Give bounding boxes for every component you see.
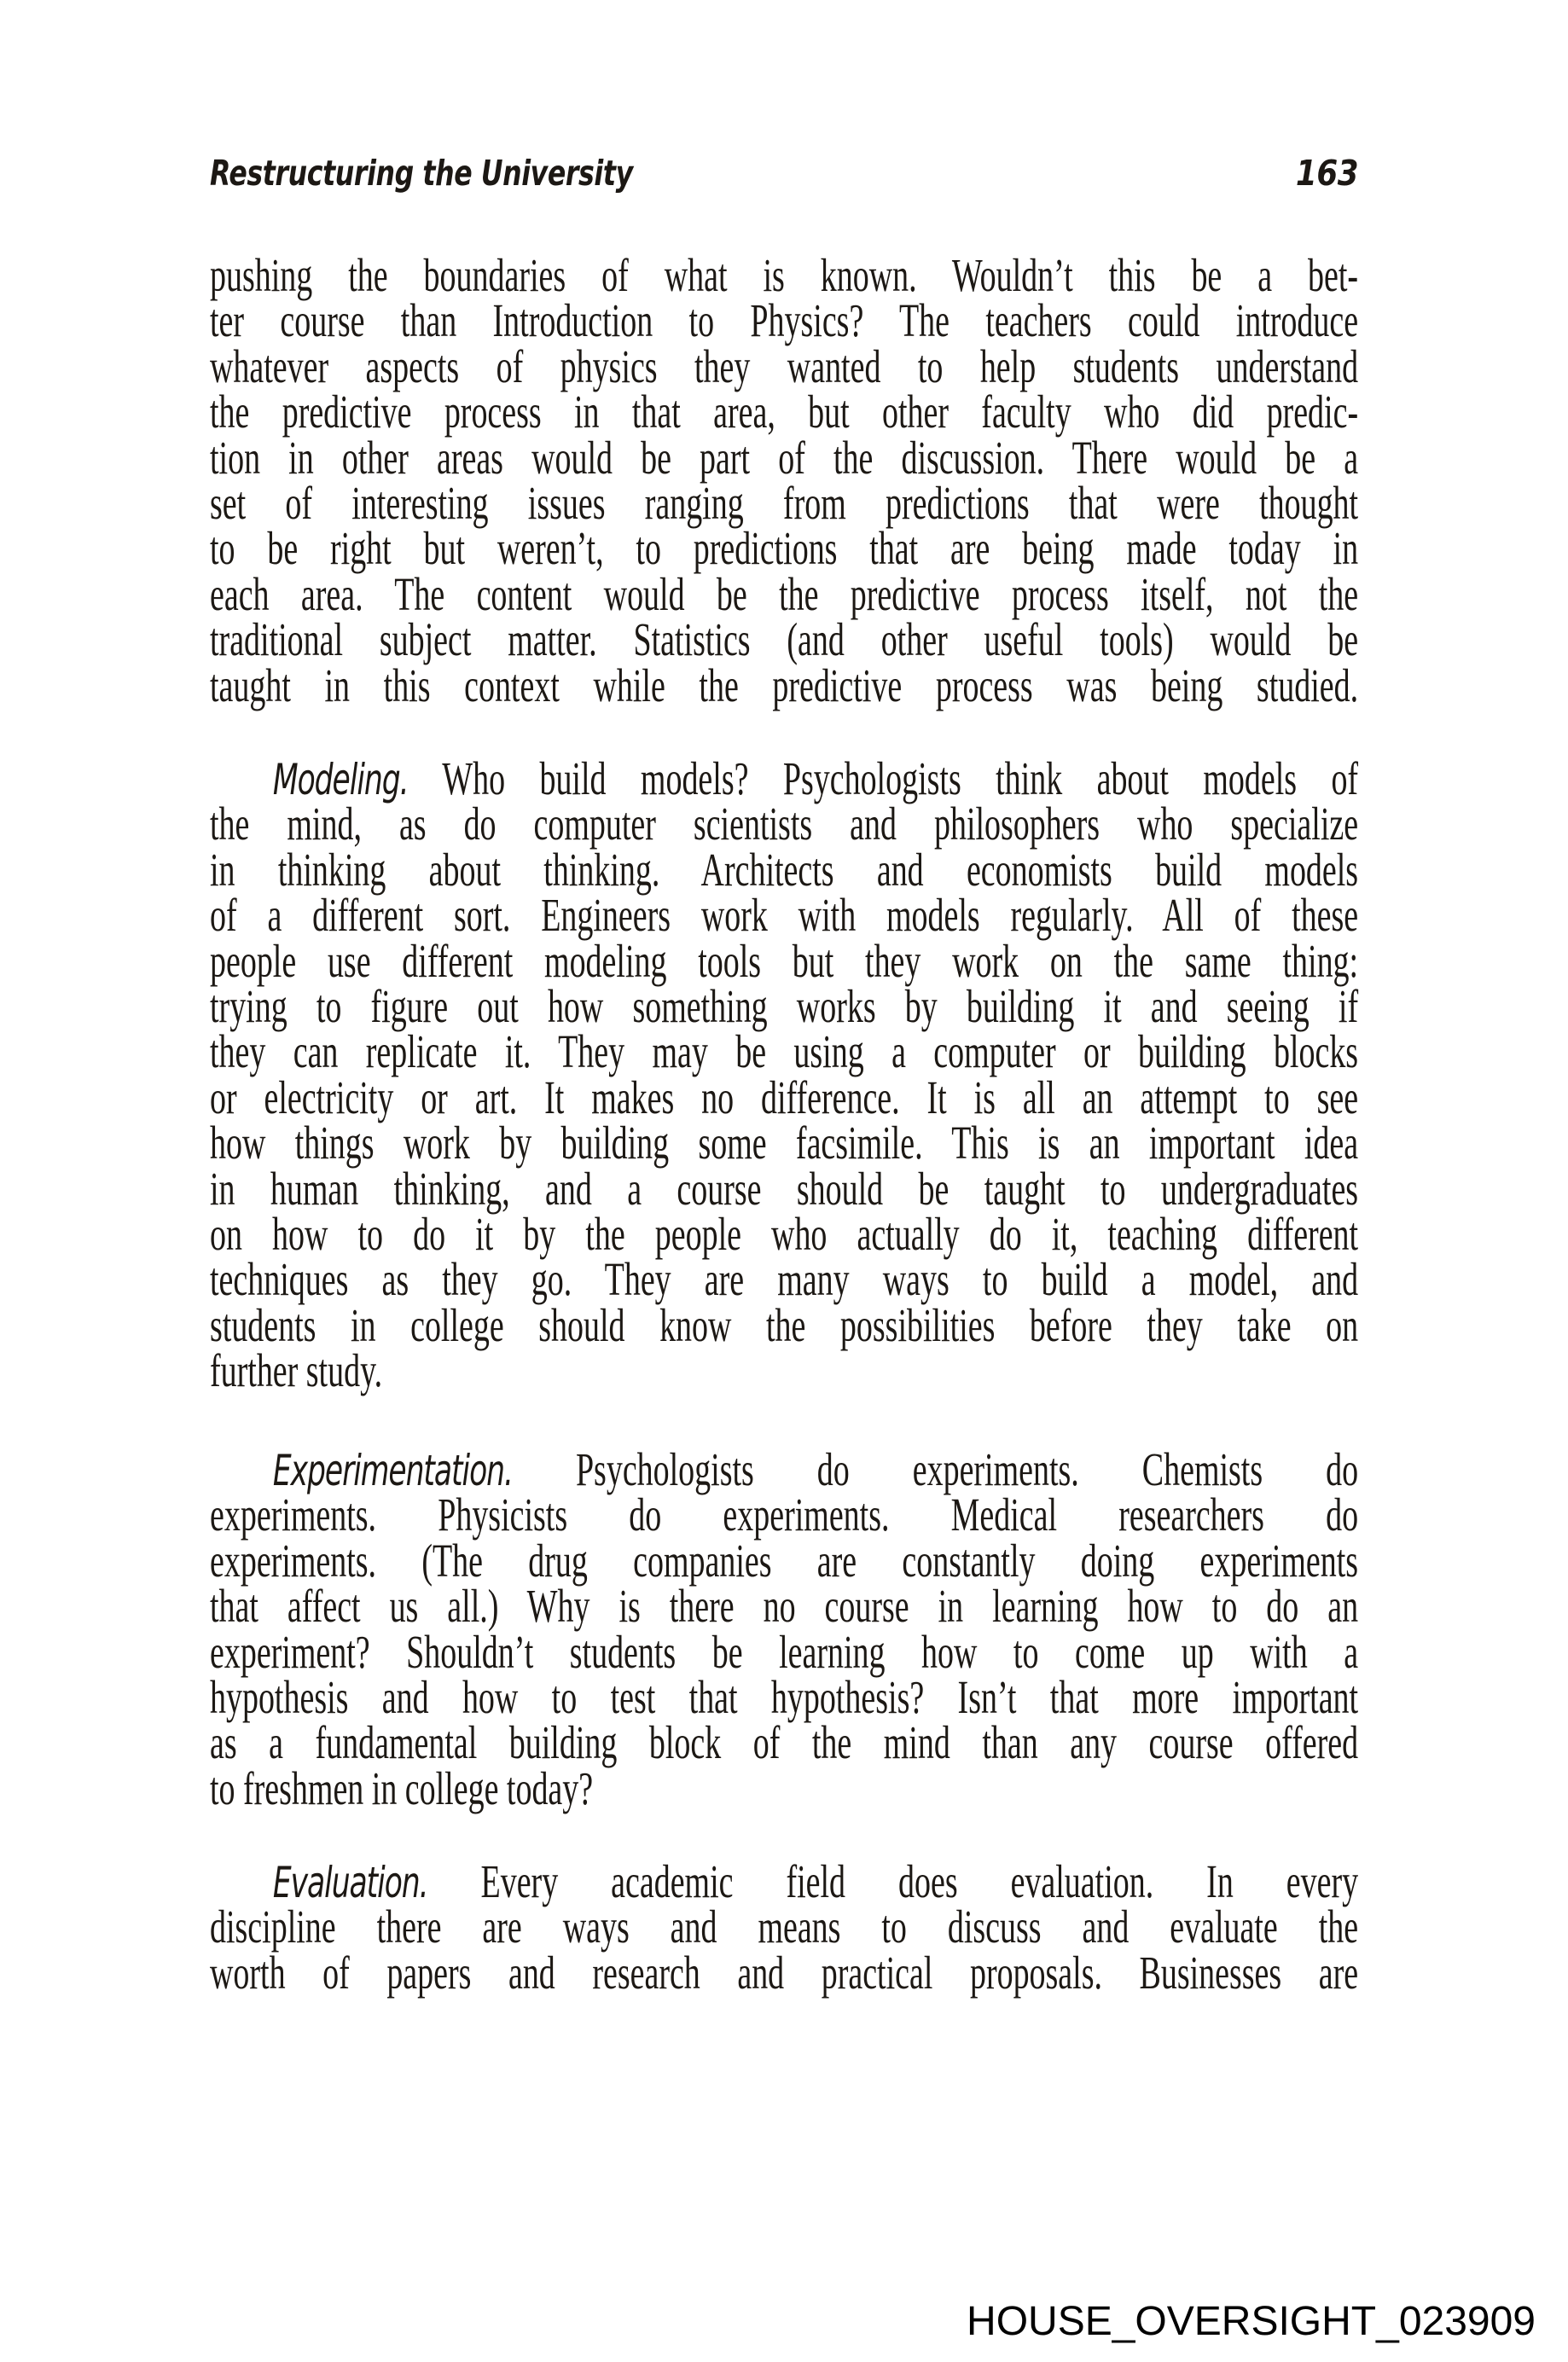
text-line: the predictive process in that area, but other faculty who did predic- xyxy=(210,386,1359,438)
bates-stamp: HOUSE_OVERSIGHT_023909 xyxy=(967,2299,1536,2344)
text-line: to be right but weren’t, to predictions that are being made today in xyxy=(210,522,1359,575)
text-line: how things work by building some facsimile. This is an important idea xyxy=(210,1117,1359,1169)
text-line: the mind, as do computer scientists and philosophers who specialize xyxy=(210,798,1359,850)
paragraph xyxy=(210,1443,1359,1814)
text-line: experiments. Physicists do experiments. Medical researchers do xyxy=(210,1489,1359,1541)
text-line: taught in this context while the predictive process was being studied. xyxy=(210,659,1359,711)
text-line: worth of papers and research and practical proposals. Businesses are xyxy=(210,1946,1359,1999)
text-line: or electricity or art. It makes no difference. It is all an attempt to see xyxy=(210,1071,1359,1123)
text-line: techniques as they go. They are many ways to build a model, and xyxy=(210,1253,1359,1306)
paragraph-lead: Experimentation. xyxy=(272,1446,513,1495)
paragraph-lead: Modeling. xyxy=(272,755,409,804)
text-line: as a fundamental building block of the mind than any course offered xyxy=(210,1716,1359,1769)
text-line: tion in other areas would be part of the discussion. There would be a xyxy=(210,431,1359,484)
text-line: people use different modeling tools but they work on the same thing: xyxy=(210,934,1359,987)
text-line: ter course than Introduction to Physics? The teachers could introduce xyxy=(210,294,1359,347)
text-line: to freshmen in college today? xyxy=(210,1761,594,1814)
text-line: trying to figure out how something works by building it and seeing if xyxy=(210,979,1359,1032)
page-header xyxy=(210,152,1358,196)
text-line: of a different sort. Engineers work with models regularly. All of these xyxy=(210,889,1359,942)
paragraph xyxy=(210,1855,1359,1999)
text-line: in thinking about thinking. Architects and economists build models xyxy=(210,843,1359,896)
paragraph xyxy=(210,752,1359,1397)
text-line: they can replicate it. They may be using a computer or building blocks xyxy=(210,1025,1359,1078)
text-line: Modeling. Who build models? Psychologists think about models of xyxy=(272,752,1359,804)
text-line: Experimentation. Psychologists do experiments. Chemists do xyxy=(272,1443,1359,1495)
text-line: pushing the boundaries of what is known. Wouldn’t this be a bet- xyxy=(210,249,1359,301)
text-line: in human thinking, and a course should be taught to undergraduates xyxy=(210,1162,1359,1215)
text-line: discipline there are ways and means to discuss and evaluate the xyxy=(210,1901,1359,1953)
paragraph-lead: Evaluation. xyxy=(272,1858,428,1907)
text-line: traditional subject matter. Statistics (and other useful tools) would be xyxy=(210,613,1359,666)
page-number: 163 xyxy=(1295,153,1358,194)
text-line: hypothesis and how to test that hypothesis? Isn’t that more important xyxy=(210,1670,1359,1723)
text-line: each area. The content would be the predictive process itself, not the xyxy=(210,567,1359,620)
text-line: whatever aspects of physics they wanted to help students understand xyxy=(210,340,1359,392)
text-line: on how to do it by the people who actually do it, teaching different xyxy=(210,1207,1359,1260)
text-line: students in college should know the possibilities before they take on xyxy=(210,1298,1359,1351)
text-line: experiment? Shouldn’t students be learning how to come up with a xyxy=(210,1625,1359,1678)
text-line: that affect us all.) Why is there no course in learning how to do an xyxy=(210,1580,1359,1633)
running-header-title: Restructuring the University xyxy=(210,153,633,194)
paragraph xyxy=(210,249,1359,711)
text-line: experiments. (The drug companies are constantly doing experiments xyxy=(210,1534,1359,1587)
text-line: further study. xyxy=(210,1344,383,1397)
text-line: set of interesting issues ranging from predictions that were thought xyxy=(210,476,1359,529)
text-line: Evaluation. Every academic field does evaluation. In every xyxy=(272,1855,1359,1907)
